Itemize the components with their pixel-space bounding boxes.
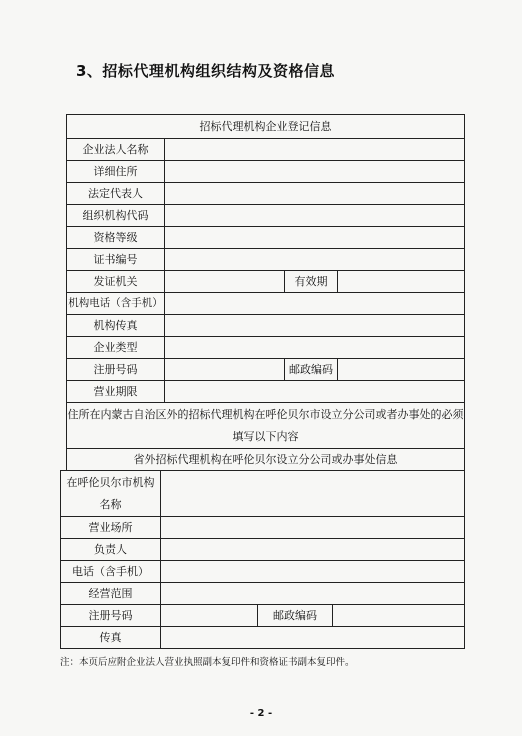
label-issuer: 发证机关 <box>67 271 165 293</box>
value-issuer[interactable] <box>165 271 285 293</box>
label-phone: 机构电话（含手机） <box>67 293 165 315</box>
label-fax: 机构传真 <box>67 315 165 337</box>
label-branch-name-line2: 名称 <box>99 497 122 511</box>
label-legal-rep: 法定代表人 <box>67 183 165 205</box>
value-legal-name[interactable] <box>165 139 465 161</box>
label-branch-fax: 传真 <box>61 627 161 649</box>
value-fax[interactable] <box>165 315 465 337</box>
label-manager: 负责人 <box>61 539 161 561</box>
value-qualification[interactable] <box>165 227 465 249</box>
label-validity: 有效期 <box>285 271 338 293</box>
page-number: - 2 - <box>249 708 273 719</box>
registration-table-header: 招标代理机构企业登记信息 <box>67 115 465 139</box>
value-legal-rep[interactable] <box>165 183 465 205</box>
branch-table-header: 省外招标代理机构在呼伦贝尔设立分公司或办事处信息 <box>67 449 465 471</box>
branch-table <box>60 470 465 649</box>
label-premises: 营业场所 <box>61 517 161 539</box>
value-postcode[interactable] <box>338 359 465 381</box>
value-branch-phone[interactable] <box>161 561 465 583</box>
value-org-code[interactable] <box>165 205 465 227</box>
value-manager[interactable] <box>161 539 465 561</box>
footnote: 注：本页后应附企业法人营业执照副本复印件和资格证书副本复印件。 <box>60 657 355 668</box>
value-premises[interactable] <box>161 517 465 539</box>
label-reg-no: 注册号码 <box>67 359 165 381</box>
registration-table <box>66 114 465 471</box>
branch-notice <box>67 403 465 449</box>
label-branch-name-line1: 在呼伦贝尔市机构 <box>66 475 155 489</box>
value-branch-reg-no[interactable] <box>161 605 258 627</box>
value-validity[interactable] <box>338 271 465 293</box>
label-company-type: 企业类型 <box>67 337 165 359</box>
value-phone[interactable] <box>165 293 465 315</box>
value-branch-fax[interactable] <box>161 627 465 649</box>
value-branch-name[interactable] <box>161 471 465 517</box>
value-branch-postcode[interactable] <box>333 605 465 627</box>
label-qualification: 资格等级 <box>67 227 165 249</box>
label-scope: 经营范围 <box>61 583 161 605</box>
section-heading: 3、招标代理机构组织结构及资格信息 <box>76 62 335 80</box>
branch-notice-line2: 填写以下内容 <box>232 429 299 443</box>
label-branch-phone: 电话（含手机） <box>61 561 161 583</box>
label-postcode: 邮政编码 <box>285 359 338 381</box>
label-legal-name: 企业法人名称 <box>67 139 165 161</box>
label-business-term: 营业期限 <box>67 381 165 403</box>
value-scope[interactable] <box>161 583 465 605</box>
label-branch-postcode: 邮政编码 <box>258 605 333 627</box>
value-cert-no[interactable] <box>165 249 465 271</box>
label-org-code: 组织机构代码 <box>67 205 165 227</box>
branch-notice-line1: 住所在内蒙古自治区外的招标代理机构在呼伦贝尔市设立分公司或者办事处的必须 <box>67 407 464 421</box>
value-address[interactable] <box>165 161 465 183</box>
label-branch-reg-no: 注册号码 <box>61 605 161 627</box>
label-branch-name <box>61 471 161 517</box>
value-business-term[interactable] <box>165 381 465 403</box>
label-address: 详细住所 <box>67 161 165 183</box>
value-reg-no[interactable] <box>165 359 285 381</box>
value-company-type[interactable] <box>165 337 465 359</box>
label-cert-no: 证书编号 <box>67 249 165 271</box>
